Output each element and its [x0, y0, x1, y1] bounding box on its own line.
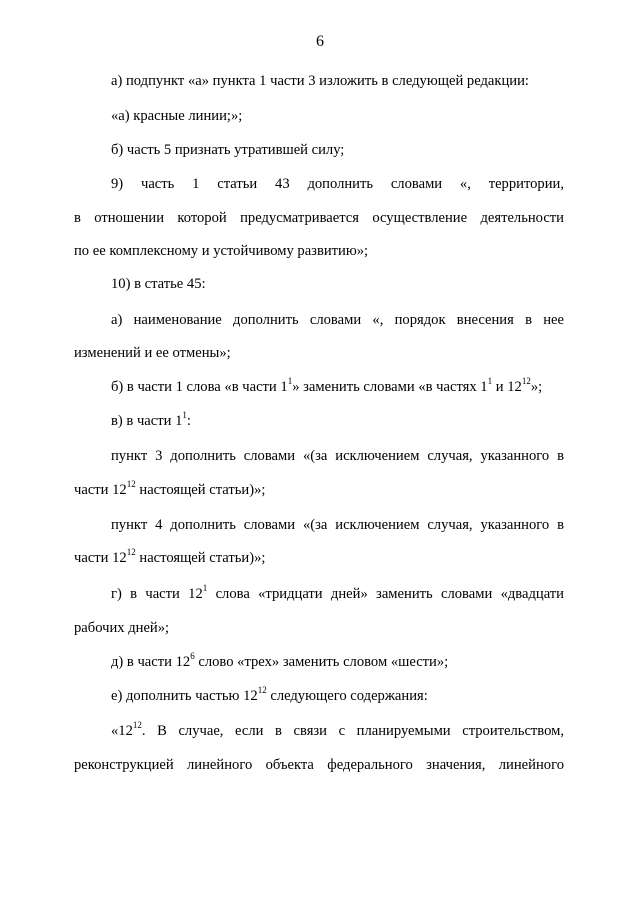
text-run: настоящей статьи)»;	[135, 482, 266, 498]
superscript: 12	[257, 685, 267, 696]
text-line	[74, 549, 265, 567]
text-run: «12	[111, 723, 133, 739]
text-line	[74, 481, 265, 499]
text-run: . В случае, если в связи с планируемыми строительством,	[141, 723, 564, 739]
text-line: изменений и ее отмены»;	[74, 345, 231, 361]
text-run: части 12	[74, 550, 127, 566]
text-run: слова «тридцати дней» заменить словами «двадцати	[207, 586, 564, 602]
superscript: 6	[190, 651, 195, 662]
superscript: 1	[202, 583, 208, 594]
text-line: рабочих дней»;	[74, 620, 170, 636]
text-line: а) подпункт «а» пункта 1 части 3 изложить в следующей редакции:	[111, 73, 529, 89]
text-line	[111, 722, 564, 740]
text-line: по ее комплексному и устойчивому развитию»;	[74, 243, 369, 259]
superscript: 1	[487, 376, 493, 387]
text-line	[111, 585, 564, 603]
superscript: 1	[287, 376, 293, 387]
superscript: 12	[126, 547, 136, 558]
text-run: д) в части 12	[111, 654, 191, 670]
text-run: слово «трех» заменить словом «шести»;	[194, 654, 449, 670]
text-line: б) часть 5 признать утратившей силу;	[111, 142, 345, 158]
superscript: 12	[126, 479, 136, 490]
text-line	[111, 412, 191, 430]
page-number: 6	[316, 33, 324, 50]
text-run: и 12	[492, 379, 522, 395]
text-line: «а) красные линии;»;	[111, 108, 243, 124]
superscript: 12	[521, 376, 531, 387]
text-line: 9) часть 1 статьи 43 дополнить словами «, территории,	[111, 176, 564, 192]
text-line: пункт 3 дополнить словами «(за исключением случая, указанного в	[111, 448, 564, 464]
text-line: а) наименование дополнить словами «, порядок внесения в нее	[111, 312, 564, 328]
text-run: » заменить словами «в частях 1	[292, 379, 488, 395]
text-line: в отношении которой предусматривается осуществление деятельности	[74, 210, 564, 226]
text-run: е) дополнить частью 12	[111, 688, 258, 704]
text-run: »;	[530, 379, 543, 395]
text-run: следующего содержания:	[266, 688, 428, 704]
superscript: 1	[182, 410, 187, 421]
superscript: 12	[132, 720, 142, 731]
text-line	[111, 687, 428, 705]
text-line	[111, 378, 542, 396]
text-line	[111, 653, 448, 671]
text-run: настоящей статьи)»;	[135, 550, 266, 566]
text-run: части 12	[74, 482, 127, 498]
text-run: б) в части 1 слова «в части 1	[111, 379, 288, 395]
text-run: г) в части 12	[111, 586, 203, 602]
text-run: в) в части 1	[111, 413, 183, 429]
text-line: пункт 4 дополнить словами «(за исключением случая, указанного в	[111, 517, 564, 533]
text-line: реконструкцией линейного объекта федерального значения, линейного	[74, 757, 564, 773]
text-line: 10) в статье 45:	[111, 276, 206, 292]
text-run: :	[186, 413, 191, 429]
